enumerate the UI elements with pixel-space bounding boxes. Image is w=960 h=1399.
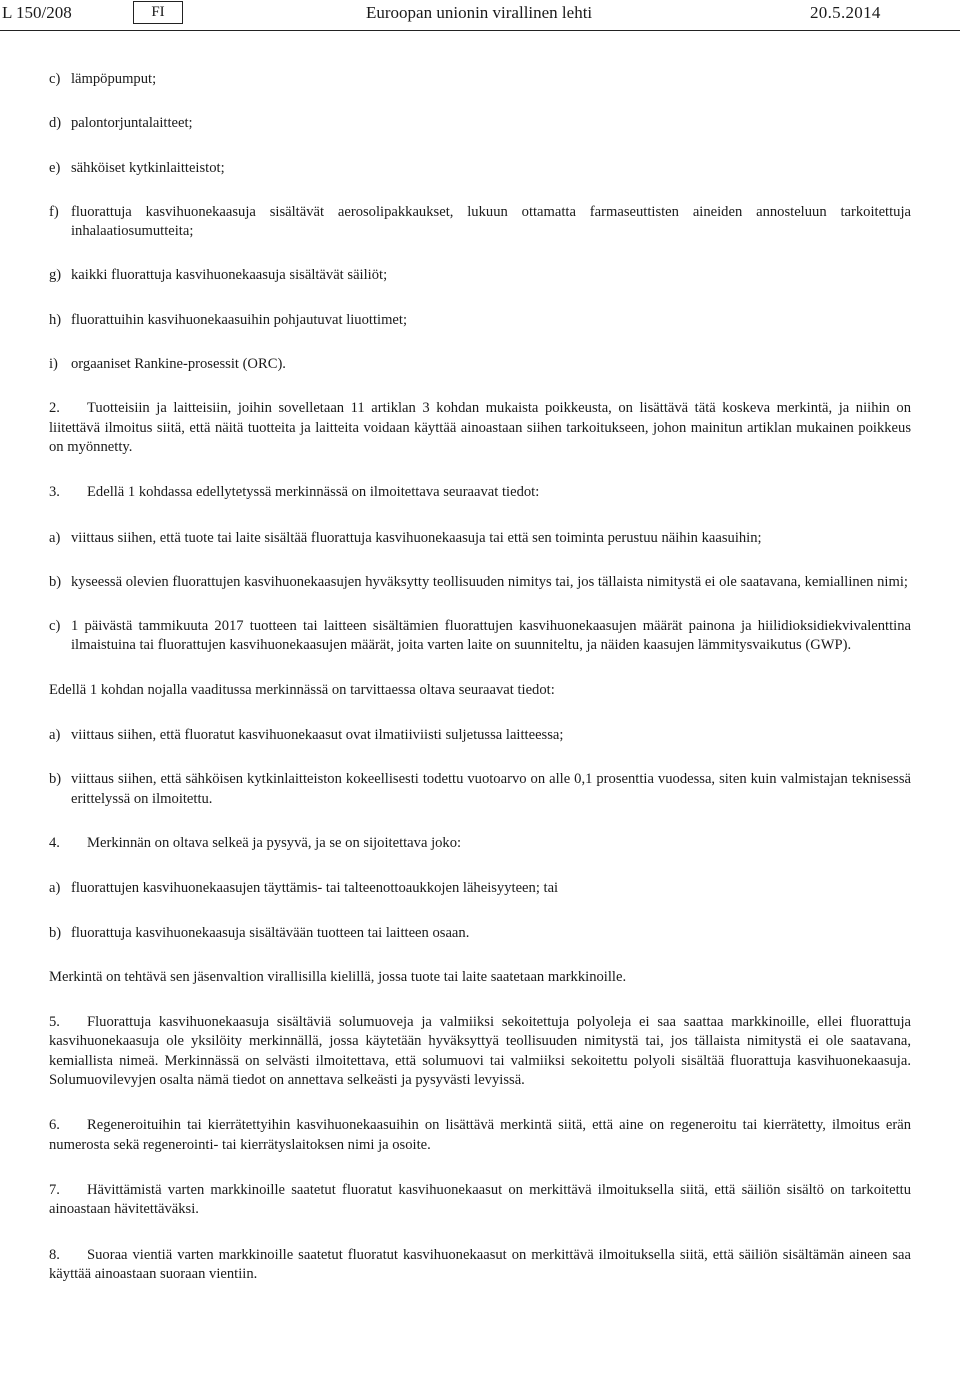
list-label: e) [49,159,61,176]
document-body [49,70,911,1310]
list-label: c) [49,71,61,87]
list-item [49,924,911,943]
paragraph-text: Fluorattuja kasvihuonekaasuja sisältäviä solumuoveja ja valmiiksi sekoitettuja polyoleja ei saa saattaa markkinoille, ellei fluorattuja kasvihuonekaasuja ole yksilöity merkinnällä, jossa käytetään hyväksyttyä teollisuuden nimitystä tai, jos tällaista nimitystä ei ole saatavana, kemiallista nimeä. Merkinnässä on selvästi ilmoitettava, että solumuovi tai valmiiksi sekoitettu polyoli sisältää fluorattuja kasvihuonekaasuja. Solumuovilevyjen osalta nämä tiedot on annettava selkeästi ja pysyvästi levyissä. [49,1014,911,1089]
paragraph-number: 2. [49,400,60,417]
list-text: fluorattuja kasvihuonekaasuja sisältävään tuotteen tai laitteen osaan. [71,924,470,941]
list-label: c) [49,618,61,635]
paragraph-text: Suoraa vientiä varten markkinoille saatetut fluoratut kasvihuonekaasut on merkittävä ilmoituksella siitä, että säiliön sisältämän aineen saa käyttää ainoastaan suoraan vientiin. [49,1246,911,1282]
paragraph: Edellä 1 kohdan nojalla vaaditussa merkinnässä on tarvittaessa oltava seuraavat tiedot: [49,681,555,698]
list-item [49,573,911,592]
paragraph-number: 7. [49,1181,60,1198]
list-item [49,70,911,89]
paragraph-number: 6. [49,1117,60,1134]
numbered-paragraph-8 [49,1246,911,1285]
list-label: b) [49,573,62,590]
list-text: viittaus siihen, että fluoratut kasvihuonekaasut ovat ilmatiiviisti suljetussa laitteessa; [71,727,564,744]
list-text: lämpöpumput; [71,71,157,87]
list-label: d) [49,115,62,132]
list-label: b) [49,771,62,788]
list-text: fluorattuihin kasvihuonekaasuihin pohjautuvat liuottimet; [71,311,408,328]
list-item [49,726,911,745]
list-item [49,879,911,898]
publication-date: 20.5.2014 [810,3,881,22]
numbered-paragraph-5 [49,1013,911,1090]
list-item [49,311,911,330]
journal-title: Euroopan unionin virallinen lehti [366,3,593,22]
list-text: orgaaniset Rankine-prosessit (ORC). [71,356,286,373]
paragraph-text: Edellä 1 kohdassa edellytetyssä merkinnässä on ilmoitettava seuraavat tiedot: [87,484,540,501]
list-item [49,159,911,178]
list-item [49,770,911,809]
numbered-paragraph-7 [49,1181,911,1220]
list-item [49,617,911,656]
list-text: 1 päivästä tammikuuta 2017 tuotteen tai laitteen sisältämien fluorattujen kasvihuonekaasujen määrät painona ja hiilidioksidiekvivalenttina ilmaistuina tai fluorattujen kasvihuonekaasujen määrät, joita varten laite on suunniteltu, ja näiden kaasujen lämmitysvaikutus (GWP). [71,618,911,654]
paragraph-number: 3. [49,484,60,501]
list-label: a) [49,529,61,546]
numbered-paragraph-6 [49,1116,911,1155]
language-badge: FI [133,1,183,24]
paragraph: Merkintä on tehtävä sen jäsenvaltion virallisilla kielillä, jossa tuote tai laite saatetaan markkinoille. [49,968,627,985]
list-text: fluorattujen kasvihuonekaasujen täyttämis- tai talteenottoaukkojen läheisyyteen; tai [71,880,559,897]
paragraph-text: Regeneroituihin tai kierrätettyihin kasvihuonekaasuihin on lisättävä merkintä siitä, että aine on regeneroitu tai kierrätetty, ilmoitus erän numerosta sekä regenerointi- tai kierrätyslaitoksen nimi ja osoite. [49,1117,911,1153]
paragraph-number: 8. [49,1246,60,1263]
numbered-paragraph-4 [49,834,911,853]
list-label: f) [49,203,59,220]
list-item [49,266,911,285]
list-label: g) [49,267,62,284]
numbered-paragraph-3 [49,483,911,502]
list-text: kaikki fluorattuja kasvihuonekaasuja sisältävät säiliöt; [71,267,388,284]
list-label: b) [49,924,62,941]
page-reference: L 150/208 [2,3,72,22]
list-item [49,529,911,548]
list-label: a) [49,880,61,897]
paragraph-number: 5. [49,1014,60,1031]
list-text: viittaus siihen, että tuote tai laite sisältää fluorattuja kasvihuonekaasuja tai että sen toiminta perustuu näihin kaasuihin; [71,529,762,546]
list-label: h) [49,311,62,328]
list-text: kyseessä olevien fluorattujen kasvihuonekaasujen hyväksytty teollisuuden nimitys tai, jos tällaista nimitystä ei ole saatavana, kemiallinen nimi; [71,573,908,590]
paragraph-text: Merkinnän on oltava selkeä ja pysyvä, ja se on sijoitettava joko: [87,834,462,851]
list-text: viittaus siihen, että sähköisen kytkinlaitteiston kokeellisesti todettu vuotoarvo on alle 0,1 prosenttia vuodessa, siten kuin valmistajan teknisessä erittelyssä on ilmoitettu. [71,771,911,807]
list-text: palontorjuntalaitteet; [71,115,193,132]
numbered-paragraph-2 [49,399,911,457]
list-label: a) [49,727,61,744]
list-text: fluorattuja kasvihuonekaasuja sisältävät aerosolipakkaukset, lukuun ottamatta farmaseuttisten aineiden annosteluun tarkoitettuja inhalaatiosumutteita; [71,203,911,240]
page-header [0,0,960,31]
paragraph-text: Tuotteisiin ja laitteisiin, joihin sovelletaan 11 artiklan 3 kohdan mukaista poikkeusta, on lisättävä tätä koskeva merkintä, ja niihin on liitettävä ilmoitus siitä, että näitä tuotteita ja laitteita voidaan käyttää ainoastaan siihen tarkoitukseen, johon mainitun artiklan mukainen poikkeus on myönnetty. [49,400,911,455]
paragraph-number: 4. [49,834,60,851]
paragraph-text: Hävittämistä varten markkinoille saatetut fluoratut kasvihuonekaasut on merkittävä ilmoituksella siitä, että säiliön sisältö on tarkoitettu ainoastaan hävitettäväksi. [49,1181,911,1218]
list-item [49,203,911,242]
list-label: i) [49,356,58,373]
list-item [49,114,911,133]
list-text: sähköiset kytkinlaitteistot; [71,159,225,176]
list-item [49,355,911,374]
